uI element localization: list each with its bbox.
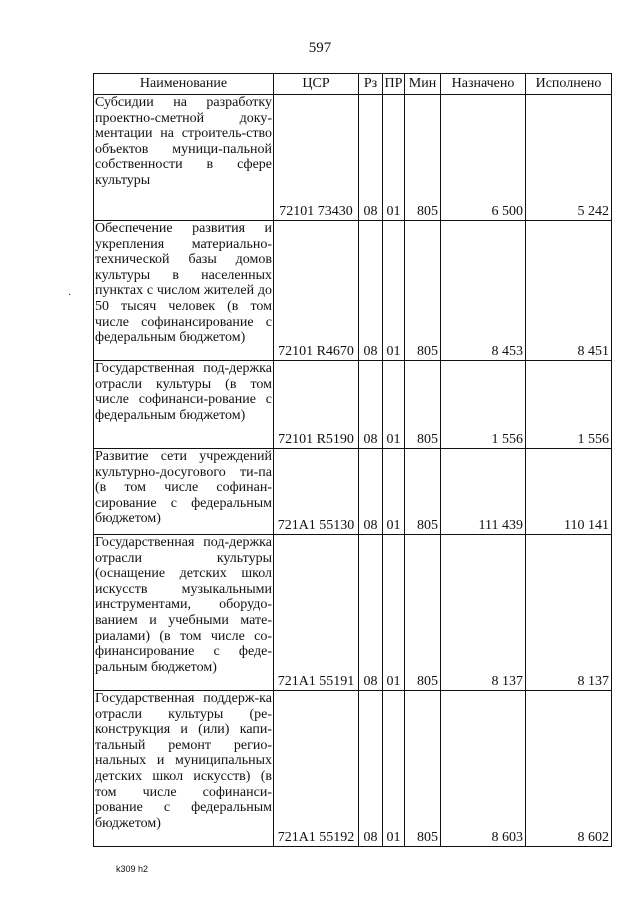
row-min: 805 — [405, 535, 441, 691]
table-header-row — [94, 74, 612, 95]
row-pr: 01 — [383, 535, 405, 691]
row-executed: 1 556 — [526, 361, 612, 449]
row-csr: 72101 R4670 — [274, 221, 359, 361]
row-name: Государственная поддерж-ка отрасли культуры (ре-конструкция и (или) капи-тальный ремонт регио-нальных и муниципальных детских школ искусств) (в том числе софинанси-рование с федеральным бюджетом) — [94, 691, 274, 847]
row-name: Субсидии на разработку проектно-сметной доку-ментации на строитель-ство объектов муници-пальной собственности в сфере культуры — [94, 95, 274, 221]
table-row — [94, 361, 612, 449]
row-csr: 72101 73430 — [274, 95, 359, 221]
table-row — [94, 221, 612, 361]
row-csr: 72101 R5190 — [274, 361, 359, 449]
budget-table — [93, 73, 612, 847]
row-min: 805 — [405, 95, 441, 221]
row-rz: 08 — [359, 535, 383, 691]
row-rz: 08 — [359, 361, 383, 449]
row-executed: 8 602 — [526, 691, 612, 847]
row-csr: 721A1 55192 — [274, 691, 359, 847]
row-pr: 01 — [383, 691, 405, 847]
table-row — [94, 449, 612, 535]
row-executed: 8 137 — [526, 535, 612, 691]
row-pr: 01 — [383, 449, 405, 535]
row-executed: 8 451 — [526, 221, 612, 361]
row-min: 805 — [405, 449, 441, 535]
row-executed: 5 242 — [526, 95, 612, 221]
header-name: Наименование — [94, 74, 274, 95]
row-assigned: 6 500 — [441, 95, 526, 221]
row-assigned: 8 603 — [441, 691, 526, 847]
table-row — [94, 691, 612, 847]
row-rz: 08 — [359, 691, 383, 847]
header-pr: ПР — [383, 74, 405, 95]
margin-mark: · — [68, 290, 72, 301]
row-assigned: 111 439 — [441, 449, 526, 535]
row-rz: 08 — [359, 449, 383, 535]
page-number: 597 — [308, 40, 332, 56]
footer-code: k309 h2 — [116, 864, 149, 874]
header-executed: Исполнено — [526, 74, 612, 95]
row-name: Государственная под-держка отрасли культуры (в том числе софинанси-рование с федеральным бюджетом) — [94, 361, 274, 449]
table-row — [94, 95, 612, 221]
row-assigned: 1 556 — [441, 361, 526, 449]
header-assigned: Назначено — [441, 74, 526, 95]
row-rz: 08 — [359, 95, 383, 221]
header-rz: Рз — [359, 74, 383, 95]
row-min: 805 — [405, 361, 441, 449]
row-csr: 721A1 55191 — [274, 535, 359, 691]
row-name: Обеспечение развития и укрепления материально-технической базы домов культуры в населенных пунктах с числом жителей до 50 тысяч человек (в том числе софинансирование с федеральным бюджетом) — [94, 221, 274, 361]
row-csr: 721A1 55130 — [274, 449, 359, 535]
row-executed: 110 141 — [526, 449, 612, 535]
table-row — [94, 535, 612, 691]
header-csr: ЦСР — [274, 74, 359, 95]
row-assigned: 8 453 — [441, 221, 526, 361]
row-min: 805 — [405, 691, 441, 847]
row-rz: 08 — [359, 221, 383, 361]
row-name: Государственная под-держка отрасли культуры (оснащение детских школ искусств музыкальными инструментами, оборудо-ванием и учебными мате-риалами) (в том числе со-финансирование с феде-ральным бюджетом) — [94, 535, 274, 691]
header-min: Мин — [405, 74, 441, 95]
row-name: Развитие сети учреждений культурно-досугового ти-па (в том числе софинан-сирование с федеральным бюджетом) — [94, 449, 274, 535]
row-pr: 01 — [383, 221, 405, 361]
row-pr: 01 — [383, 361, 405, 449]
row-pr: 01 — [383, 95, 405, 221]
row-min: 805 — [405, 221, 441, 361]
row-assigned: 8 137 — [441, 535, 526, 691]
